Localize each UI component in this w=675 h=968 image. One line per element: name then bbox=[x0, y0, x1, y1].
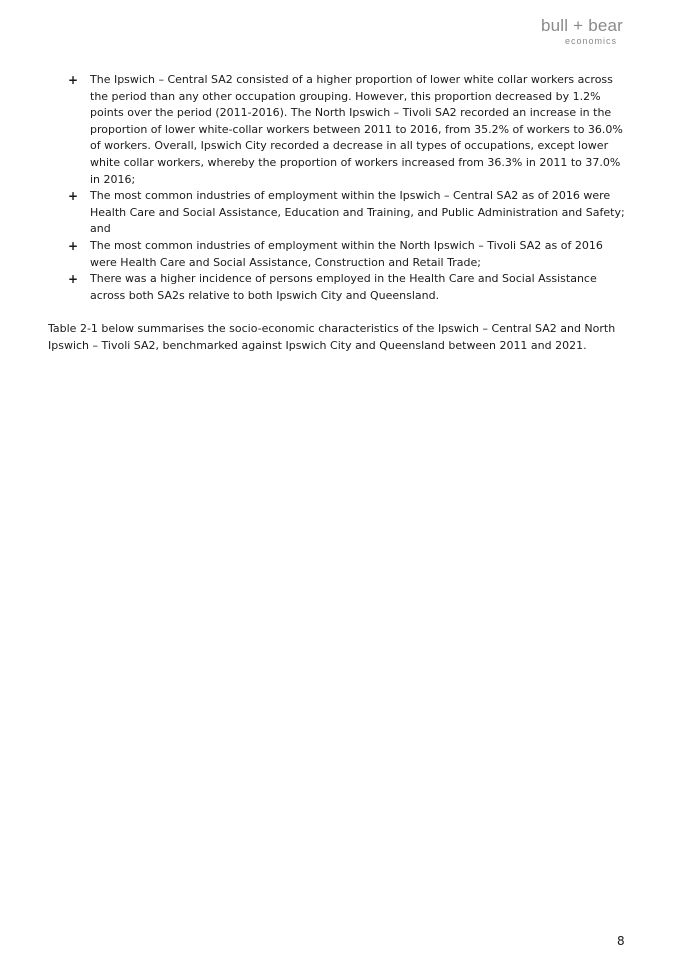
body-paragraph: Table 2-1 below summarises the socio-economic characteristics of the Ipswich – Central SA2 and North Ipswich – Tivoli SA2, benchmarked against Ipswich City and Queensland between 2011 and 2021. bbox=[48, 322, 616, 352]
logo-wordmark: bull + bear bbox=[540, 16, 624, 35]
company-logo bbox=[532, 16, 632, 46]
plus-bullet-icon: + bbox=[68, 73, 79, 87]
bullet-text: The most common industries of employment within the Ipswich – Central SA2 as of 2016 were Health Care and Social Assistance, Education and Training, and Public Administration and Safety; and bbox=[90, 189, 625, 236]
page-content bbox=[48, 72, 628, 366]
bullet-item bbox=[48, 238, 628, 271]
page-number: 8 bbox=[617, 934, 625, 948]
bullet-item bbox=[48, 72, 628, 188]
plus-bullet-icon: + bbox=[68, 189, 79, 204]
bullet-item bbox=[48, 188, 628, 238]
plus-bullet-icon: + bbox=[68, 238, 79, 253]
bullet-text: The Ipswich – Central SA2 consisted of a higher proportion of lower white collar workers across the period than any other occupation grouping. However, this proportion decreased by 1.2% points over the period (2011-2016). The North Ipswich – Tivoli SA2 recorded an increase in the proportion of lower white-collar workers between 2011 to 2016, from 35.2% of workers to 36.0% of workers. Overall, Ipswich City recorded a decrease in all types of occupations, except lower white collar workers, whereby the proportion of workers increased from 36.3% in 2011 to 37.0% in 2016; bbox=[90, 73, 623, 186]
bullet-list bbox=[48, 72, 628, 304]
bullet-text: The most common industries of employment within the North Ipswich – Tivoli SA2 as of 2016 were Health Care and Social Assistance, Construction and Retail Trade; bbox=[90, 238, 603, 269]
logo-tagline: economics bbox=[564, 36, 618, 46]
bullet-item bbox=[48, 271, 628, 304]
bullet-text: There was a higher incidence of persons employed in the Health Care and Social Assistance across both SA2s relative to both Ipswich City and Queensland. bbox=[90, 272, 597, 302]
plus-bullet-icon: + bbox=[68, 272, 79, 287]
